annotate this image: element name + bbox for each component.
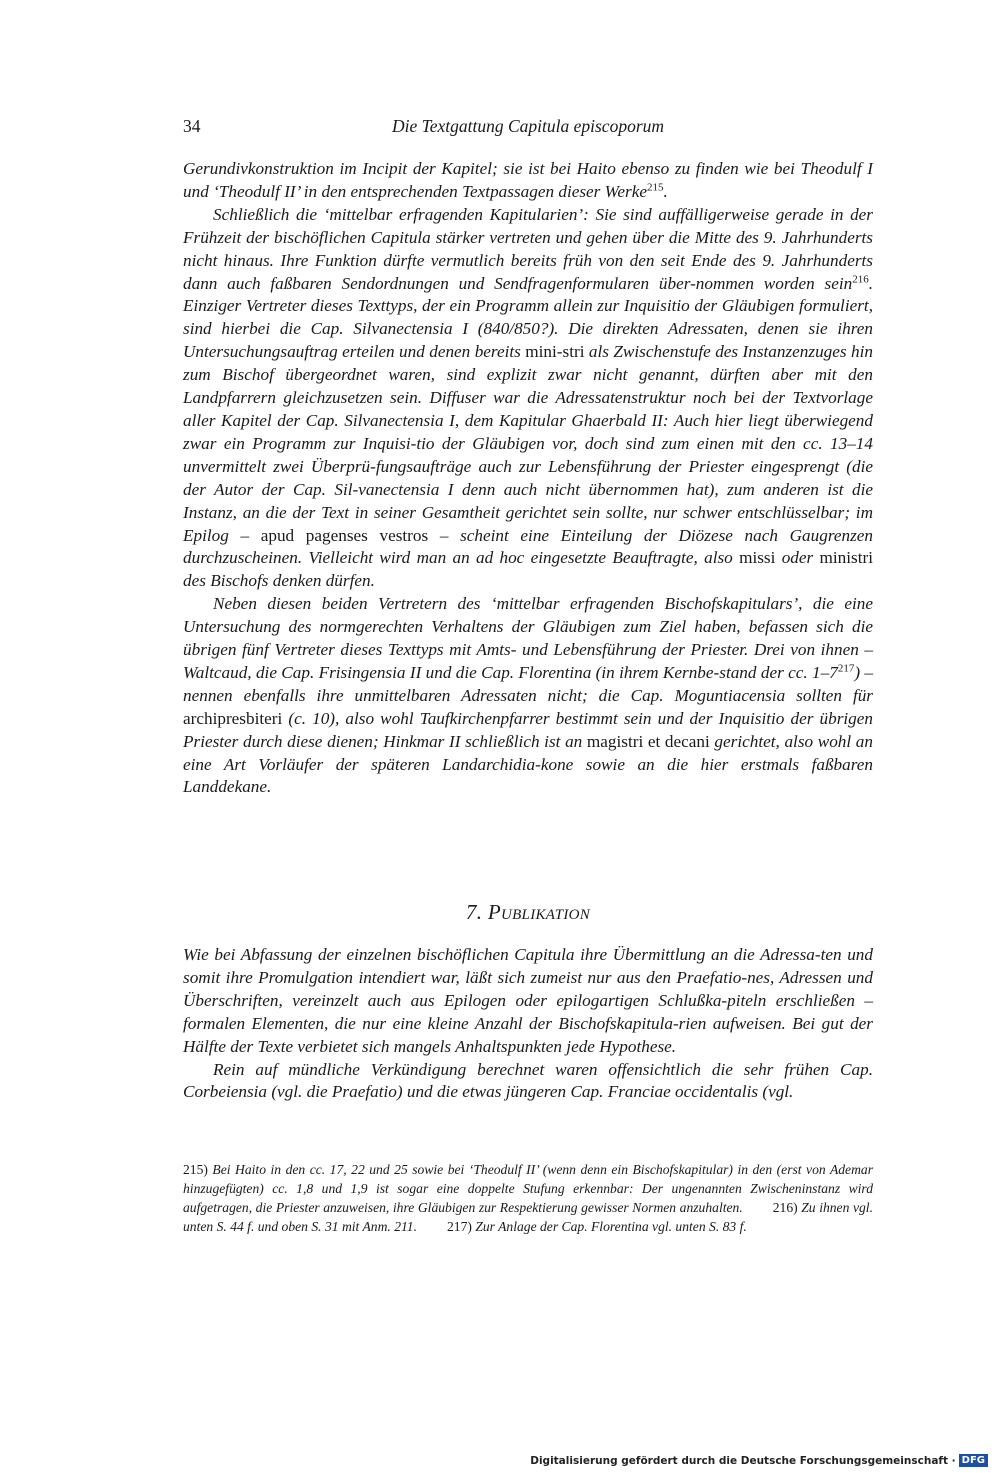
footer-text: Digitalisierung gefördert durch die Deutsche Forschungsgemeinschaft · [530, 1454, 956, 1467]
text-run: apud pagenses vestros [260, 525, 429, 545]
footnote [183, 1162, 873, 1215]
text-run: Wie bei Abfassung der einzelnen bischöflichen Capitula ihre Übermittlung an die Adressa-ten und somit ihre Promulgation intendiert war, läßt sich zumeist nur aus den Praefatio-nes, Adressen und Überschriften, vereinzelt auch aus Epilogen oder epilogartigen Schlußka-piteln erschließen – formalen Elementen, die nur eine kleine Anzahl der Bischofskapitula-rien aufweisen. Bei gut der Hälfte der Texte verbietet sich mangels Anhaltspunkten jede Hypothese. [183, 945, 873, 1056]
text-run: (c. 10), also wohl Taufkirchenpfarrer bestimmt sein und der Inquisitio der übrigen Priester durch diese dienen; Hinkmar II schließlich ist an [183, 708, 873, 751]
paragraph [183, 593, 873, 799]
text-run: des Bischofs denken dürfen. [183, 571, 375, 591]
running-head [183, 116, 873, 140]
text-run: ) – nennen ebenfalls ihre unmittelbaren Adressaten nicht; die Cap. Moguntiacensia sollten für [183, 662, 873, 705]
text-run: – scheint eine Einteilung der Diözese nach Gaugrenzen durchzuscheinen. Vielleicht wird man an ad hoc eingesetzte Beauftragte, also [183, 525, 873, 568]
text-run: gerichtet, also wohl an eine Art Vorläufer der späteren Landarchidia-kone sowie an die hier erstmals faßbaren Landdekane. [183, 731, 873, 797]
section-number: 7. [465, 900, 483, 924]
footnote-marker: 215 [646, 181, 664, 194]
paragraph [183, 204, 873, 593]
footnote-marker: 217 [837, 662, 855, 675]
dfg-logo: DFG [959, 1454, 988, 1467]
section-heading [183, 900, 873, 925]
text-run: als Zwischenstufe des Instanzenzuges hin zum Bischof übergeordnet waren, sind explizit zwar nicht genannt, dürften aber mit den Landpfarrern gleichzusetzen sein. Diffuser war die Adressatenstruktur noch bei der Textvorlage aller Kapitel der Cap. Silvanectensia I, dem Kapitular Ghaerbald II: Auch hier liegt überwiegend zwar ein Programm zur Inquisi-tio der Gläubigen vor, doch sind zum einen mit den cc. 13–14 unvermittelt zwei Überprü-fungsaufträge auch zur Lebensführung der Priester eingesprengt (die der Autor der Cap. Sil-vanectensia I denn auch nicht übernommen hat), zum anderen ist die Instanz, an die der Text in seiner Gesamtheit gerichtet sein sollte, nur schwer entschlüsselbar; im Epilog – [183, 342, 873, 545]
footnotes [183, 1160, 873, 1236]
text-run: oder [775, 548, 820, 568]
footnote-number: 217) [446, 1219, 476, 1234]
text-run: . Einziger Vertreter dieses Texttyps, der ein Programm allein zur Inquisitio der Gläubigen formuliert, sind hierbei die Cap. Silvanectensia I (840/850?). Die direkten Adressaten, denen sie ihren Untersuchungsauftrag erteilen und denen bereits [183, 273, 873, 362]
paragraph [183, 944, 873, 1059]
text-run: Schließlich die ‘mittelbar erfragenden Kapitularien’: Sie sind auffälligerweise gerade in der Frühzeit der bischöflichen Capitula stärker vertreten und gehen über die Mitte des 9. Jahrhunderts nicht hinaus. Ihre Funktion dürfte vermutlich bereits früh von den seit Ende des 9. Jahrhunderts dann auch faßbaren Sendordnungen und Sendfragenformularen über-nommen worden sein [183, 204, 873, 293]
footnote-text: Zu ihnen vgl. unten S. 44 f. und oben S. 31 mit Anm. 211. [183, 1200, 873, 1234]
paragraph [183, 1059, 873, 1105]
text-run: mini-stri [525, 342, 585, 362]
paragraph [183, 158, 873, 204]
page-number: 34 [183, 116, 201, 136]
text-run: Neben diesen beiden Vertretern des ‘mittelbar erfragenden Bischofskapitulars’, die eine Untersuchung des normgerechten Verhaltens der Gläubigen zum Ziel haben, befassen sich die übrigen fünf Vertreter dieses Texttyps mit Amts- und Lebensführung der Priester. Drei von ihnen – Waltcaud, die Cap. Frisingensia II und die Cap. Florentina (in ihrem Kernbe-stand der cc. 1–7 [183, 594, 873, 682]
dfg-footer [530, 1454, 988, 1467]
text-run: magistri et decani [586, 731, 710, 751]
body-text-top [183, 158, 873, 799]
footnote-text: Zur Anlage der Cap. Florentina vgl. unten S. 83 f. [475, 1219, 747, 1234]
text-run: missi [739, 548, 776, 568]
text-run: . [663, 181, 668, 201]
running-title: Die Textgattung Capitula episcoporum [391, 116, 665, 136]
footnote-marker: 216 [852, 272, 869, 285]
text-run: Gerundivkonstruktion im Incipit der Kapitel; sie ist bei Haito ebenso zu finden wie bei Theodulf I und ‘Theodulf II’ in den entsprechenden Textpassagen dieser Werke [183, 159, 873, 201]
footnote-number: 216) [772, 1200, 802, 1215]
text-run: Rein auf mündliche Verkündigung berechnet waren offensichtlich die sehr frühen Cap. Corbeiensia (vgl. die Praefatio) und die etwas jüngeren Cap. Franciae occidentalis (vgl. [183, 1059, 873, 1102]
section-title: Publikation [487, 900, 591, 924]
text-run: ministri [819, 548, 873, 568]
footnote [447, 1219, 747, 1234]
text-run: archipresbiteri [183, 708, 283, 728]
footnote-text: Bei Haito in den cc. 17, 22 und 25 sowie bei ‘Theodulf II’ (wenn denn ein Bischofskapitular) in den (erst von Ademar hinzugefügten) cc. 1,8 und 1,9 ist sogar eine doppelte Stufung erkennbar: Der ungenannten Zwischeninstanz wird aufgetragen, die Priester anzuweisen, ihre Gläubigen zur Respektierung gewisser Normen anzuhalten. [183, 1162, 873, 1215]
footnote-number: 215) [183, 1162, 213, 1177]
body-text-bottom [183, 944, 873, 1104]
